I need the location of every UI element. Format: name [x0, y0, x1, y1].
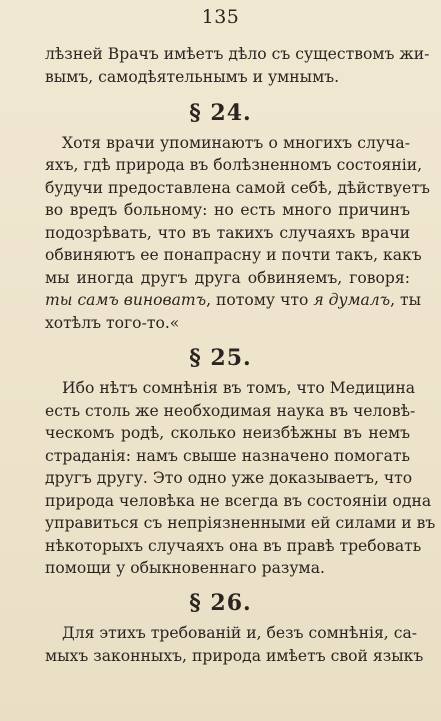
text-line: Хотя врачи упоминаютъ о многихъ случа- — [62, 134, 410, 152]
italic-quote: ты самъ виноватъ — [45, 291, 207, 309]
text-line: управиться съ непріязненными ей силами и въ — [45, 514, 436, 532]
text-line: подозрѣвать, что въ такихъ случаяхъ врачи — [45, 224, 410, 242]
text-line: хотѣлъ того-то.« — [45, 314, 180, 332]
page-number: 135 — [201, 6, 240, 28]
section-heading-24: § 24. — [189, 100, 252, 126]
text-line: нѣкоторыхъ случаяхъ она въ правѣ требовать — [45, 537, 422, 555]
text-line: мы иногда другъ друга обвиняемъ, говоря: — [45, 269, 410, 287]
text-line: во вредъ больному: но есть много причинъ — [45, 201, 410, 219]
text-line: страданія: намъ свыше назначено помогать — [45, 447, 410, 465]
italic-quote: я думалъ — [313, 291, 391, 309]
text-line: природа человѣка не всегда въ состояніи одна — [45, 492, 432, 510]
text-line: ческомъ родѣ, сколько неизбѣжны въ немъ — [45, 424, 410, 442]
text-span: , ты — [390, 291, 422, 309]
text-line: будучи предоставлена самой себѣ, дѣйствуетъ — [45, 179, 430, 197]
text-line: помощи у обыкновеннаго разума. — [45, 559, 325, 577]
text-line: другъ другу. Это одно уже доказываетъ, что — [45, 469, 413, 487]
text-line: мыхъ законныхъ, природа имѣетъ свой языкъ — [45, 647, 424, 665]
text-line: Ибо нѣтъ сомнѣнія въ томъ, что Медицина — [62, 379, 416, 397]
text-line: есть столь же необходимая наука въ человѣ- — [45, 402, 416, 420]
text-span: , потому что — [206, 291, 314, 309]
text-line: вымъ, самодѣятельнымъ и умнымъ. — [45, 68, 340, 86]
section-heading-25: § 25. — [189, 345, 252, 371]
text-line: обвиняютъ ее понапрасну и почти такъ, какъ — [45, 246, 422, 264]
text-line: яхъ, гдѣ природа въ болѣзненномъ состояніи, — [45, 156, 423, 174]
section-heading-26: § 26. — [189, 590, 252, 616]
text-line: лѣзней Врачъ имѣетъ дѣло съ существомъ жи- — [45, 45, 430, 63]
text-line: Для этихъ требованій и, безъ сомнѣнія, са- — [62, 624, 418, 642]
text-line-mixed — [45, 290, 422, 310]
